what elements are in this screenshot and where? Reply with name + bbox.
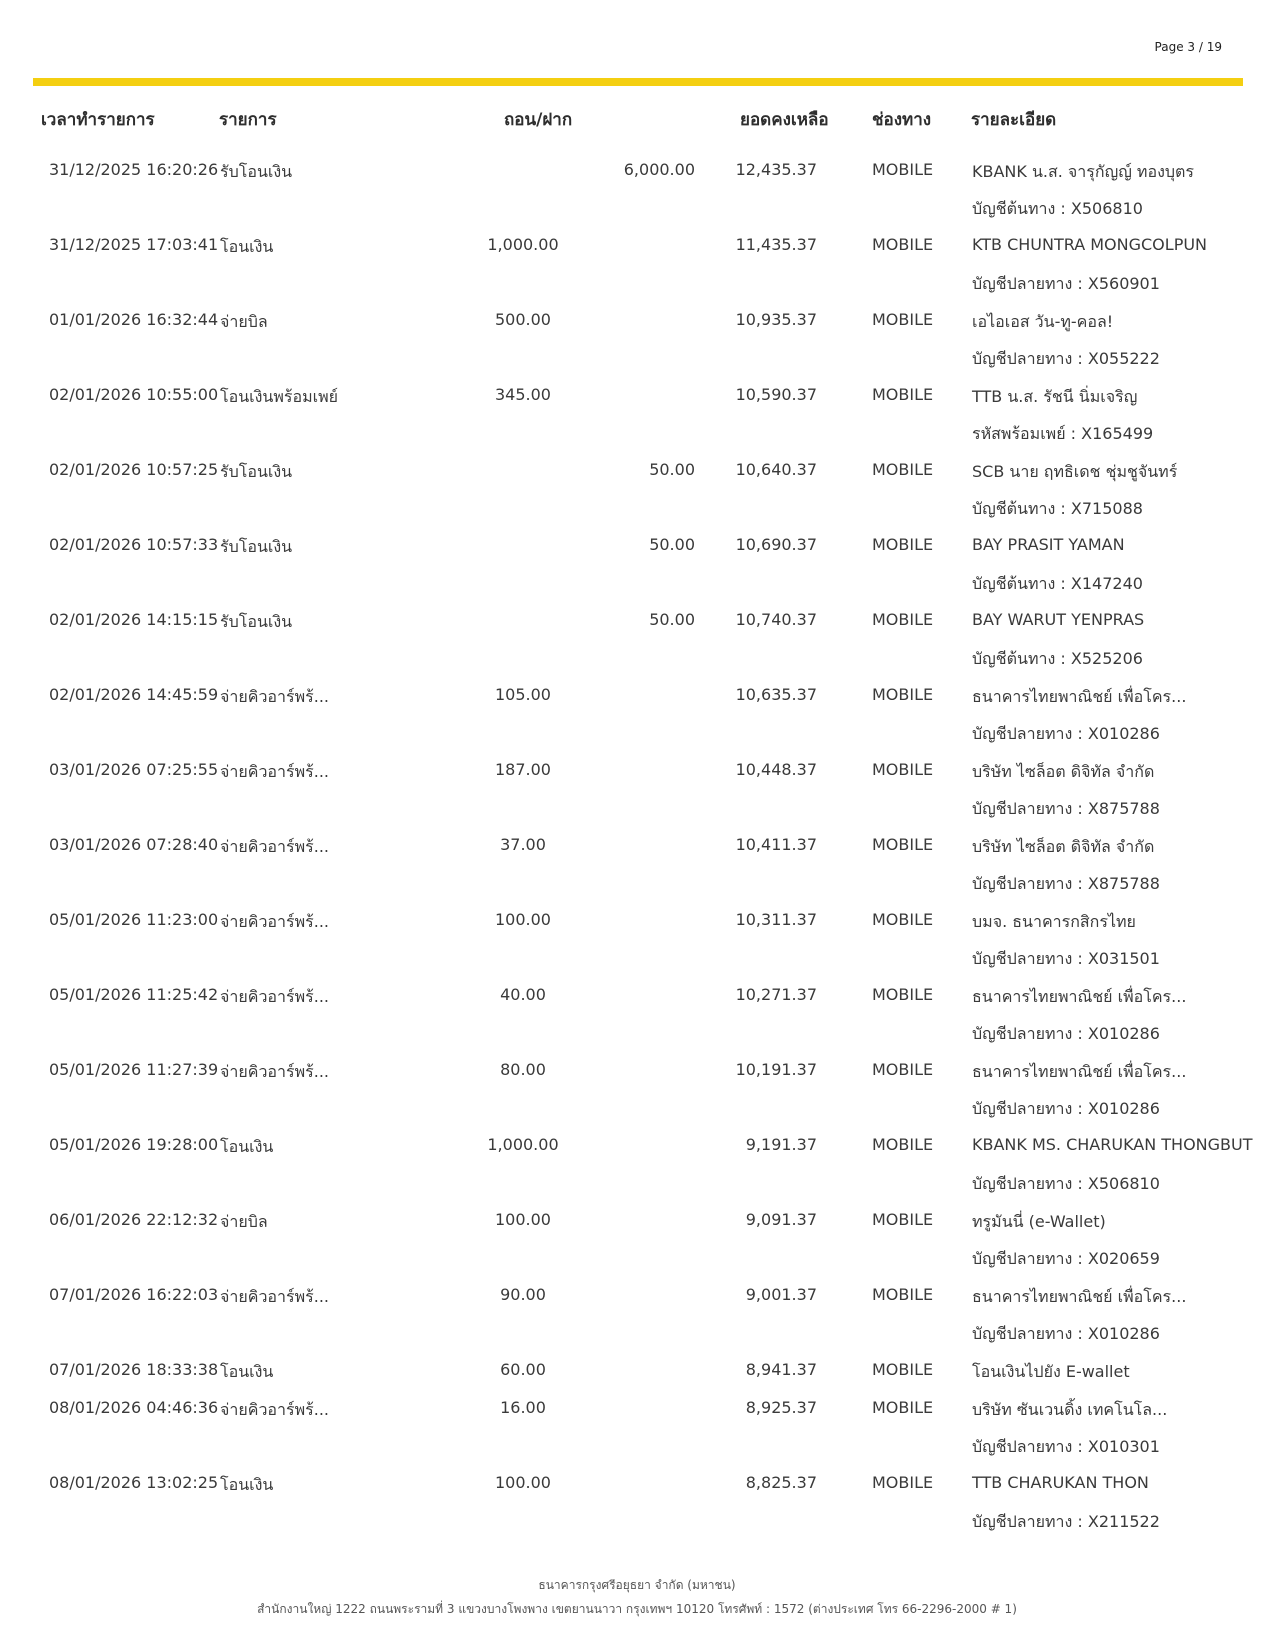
cell-time: 07/01/2026 18:33:38 [49,1360,219,1379]
cell-detail-secondary: บัญชีต้นทาง : X506810 [972,199,1143,218]
cell-channel: MOBILE [872,1285,934,1304]
cell-balance: 10,590.37 [735,385,817,404]
cell-withdraw: 60.00 [500,1360,546,1379]
cell-balance: 9,091.37 [745,1210,817,1229]
cell-withdraw: 37.00 [500,835,546,854]
cell-time: 05/01/2026 11:27:39 [49,1060,219,1079]
cell-balance: 11,435.37 [735,235,817,254]
cell-detail-secondary: บัญชีปลายทาง : X875788 [972,799,1160,818]
cell-deposit: 6,000.00 [623,160,695,179]
cell-balance: 10,311.37 [735,910,817,929]
cell-withdraw: 80.00 [500,1060,546,1079]
cell-detail-primary: ธนาคารไทยพาณิชย์ เพื่อโคร... [972,1062,1187,1081]
table-row [0,1348,1274,1386]
cell-balance: 12,435.37 [735,160,817,179]
cell-type: โอนเงิน [220,1474,274,1494]
cell-balance: 10,640.37 [735,460,817,479]
cell-withdraw: 187.00 [495,760,551,779]
cell-time: 02/01/2026 10:55:00 [49,385,219,404]
cell-detail-primary: ธนาคารไทยพาณิชย์ เพื่อโคร... [972,1287,1187,1306]
cell-detail-secondary: บัญชีปลายทาง : X031501 [972,949,1160,968]
cell-type: รับโอนเงิน [220,537,293,556]
cell-type: จ่ายคิวอาร์พร้... [220,912,330,931]
table-row [0,373,1274,448]
cell-type: จ่ายบิล [220,1212,268,1231]
cell-time: 08/01/2026 04:46:36 [49,1397,219,1417]
cell-detail-primary: ธนาคารไทยพาณิชย์ เพื่อโคร... [972,987,1187,1006]
table-row [0,748,1274,823]
header-amount: ถอน/ฝาก [504,110,573,130]
cell-balance: 8,825.37 [745,1472,817,1492]
cell-time: 02/01/2026 14:15:15 [49,610,219,629]
table-row [0,823,1274,898]
cell-balance: 10,635.37 [735,685,817,704]
cell-balance: 10,740.37 [735,610,817,629]
cell-detail-secondary: บัญชีปลายทาง : X506810 [972,1174,1160,1193]
cell-channel: MOBILE [872,910,934,929]
table-row [0,673,1274,748]
cell-channel: MOBILE [872,535,934,554]
cell-detail-primary: KBANK MS. CHARUKAN THONGBUT [972,1135,1253,1154]
cell-time: 02/01/2026 10:57:33 [49,535,219,554]
page-number: Page 3 / 19 [1154,40,1222,54]
cell-withdraw: 90.00 [500,1285,546,1304]
cell-detail-secondary: บัญชีต้นทาง : X147240 [972,574,1143,593]
cell-channel: MOBILE [872,835,934,854]
cell-channel: MOBILE [872,1360,934,1379]
cell-deposit: 50.00 [649,610,695,629]
cell-detail-primary: BAY WARUT YENPRAS [972,610,1145,629]
cell-type: จ่ายคิวอาร์พร้... [220,837,330,856]
cell-deposit: 50.00 [649,460,695,479]
cell-type: จ่ายคิวอาร์พร้... [220,1399,330,1419]
cell-detail-primary: TTB น.ส. รัชนี นิ่มเจริญ [972,387,1138,406]
cell-channel: MOBILE [872,760,934,779]
cell-detail-primary: BAY PRASIT YAMAN [972,535,1125,554]
cell-type: โอนเงิน [220,1137,274,1156]
cell-detail-secondary: บัญชีปลายทาง : X010286 [972,1024,1160,1043]
cell-detail-primary: บริษัท ไซล็อต ดิจิทัล จำกัด [972,837,1155,856]
cell-detail-primary: TTB CHARUKAN THON [972,1472,1149,1492]
table-row [0,298,1274,373]
cell-detail-primary: ทรูมันนี่ (e-Wallet) [972,1212,1106,1231]
cell-detail-primary: บริษัท ซันเวนดิ้ง เทคโนโล... [972,1399,1168,1419]
cell-detail-secondary: บัญชีปลายทาง : X010286 [972,724,1160,743]
cell-channel: MOBILE [872,1472,934,1492]
cell-channel: MOBILE [872,160,934,179]
cell-detail-primary: ธนาคารไทยพาณิชย์ เพื่อโคร... [972,687,1187,706]
cell-type: โอนเงินพร้อมเพย์ [220,387,339,406]
cell-withdraw: 1,000.00 [487,235,559,254]
cell-time: 03/01/2026 07:28:40 [49,835,219,854]
cell-channel: MOBILE [872,610,934,629]
table-row [0,1461,1274,1536]
footer-bank-name: ธนาคารกรุงศรีอยุธยา จำกัด (มหาชน) [538,1578,736,1592]
cell-time: 31/12/2025 17:03:41 [49,235,219,254]
header-type: รายการ [219,110,277,130]
cell-channel: MOBILE [872,1060,934,1079]
cell-detail-secondary: บัญชีต้นทาง : X715088 [972,499,1143,518]
cell-detail-secondary: บัญชีปลายทาง : X010286 [972,1099,1160,1118]
cell-channel: MOBILE [872,235,934,254]
cell-withdraw: 100.00 [495,1472,551,1492]
table-row [0,448,1274,523]
cell-time: 31/12/2025 16:20:26 [49,160,219,179]
cell-balance: 9,001.37 [745,1285,817,1304]
cell-type: โอนเงิน [220,1362,274,1381]
cell-balance: 8,925.37 [745,1397,817,1417]
cell-time: 01/01/2026 16:32:44 [49,310,219,329]
cell-type: จ่ายคิวอาร์พร้... [220,762,330,781]
table-row [0,973,1274,1048]
cell-balance: 10,448.37 [735,760,817,779]
cell-time: 05/01/2026 11:25:42 [49,985,219,1004]
table-row [0,1048,1274,1123]
cell-detail-primary: เอไอเอส วัน-ทู-คอล! [972,312,1114,331]
cell-balance: 10,935.37 [735,310,817,329]
cell-detail-secondary: บัญชีปลายทาง : X010286 [972,1324,1160,1343]
cell-type: จ่ายบิล [220,312,268,331]
cell-time: 07/01/2026 16:22:03 [49,1285,219,1304]
cell-time: 05/01/2026 19:28:00 [49,1135,219,1154]
header-balance: ยอดคงเหลือ [740,110,829,130]
cell-withdraw: 1,000.00 [487,1135,559,1154]
cell-detail-secondary: บัญชีต้นทาง : X525206 [972,649,1143,668]
cell-detail-primary: KTB CHUNTRA MONGCOLPUN [972,235,1208,254]
cell-time: 08/01/2026 13:02:25 [49,1472,219,1492]
table-row [0,223,1274,298]
table-row [0,1198,1274,1273]
cell-channel: MOBILE [872,685,934,704]
cell-detail-secondary: รหัสพร้อมเพย์ : X165499 [972,424,1154,443]
cell-withdraw: 16.00 [500,1397,546,1417]
cell-time: 02/01/2026 10:57:25 [49,460,219,479]
cell-balance: 10,191.37 [735,1060,817,1079]
cell-withdraw: 40.00 [500,985,546,1004]
cell-withdraw: 345.00 [495,385,551,404]
table-row [0,898,1274,973]
cell-type: จ่ายคิวอาร์พร้... [220,1287,330,1306]
cell-withdraw: 100.00 [495,910,551,929]
table-row [0,1386,1274,1461]
cell-channel: MOBILE [872,1397,934,1417]
cell-type: โอนเงิน [220,237,274,256]
table-row [0,148,1274,223]
cell-detail-secondary: บัญชีปลายทาง : X020659 [972,1249,1160,1268]
cell-channel: MOBILE [872,385,934,404]
cell-type: รับโอนเงิน [220,612,293,631]
cell-channel: MOBILE [872,1210,934,1229]
header-time: เวลาทำรายการ [41,110,155,130]
cell-deposit: 50.00 [649,535,695,554]
cell-withdraw: 100.00 [495,1210,551,1229]
cell-withdraw: 500.00 [495,310,551,329]
table-header [0,106,1274,136]
cell-channel: MOBILE [872,310,934,329]
cell-withdraw: 105.00 [495,685,551,704]
cell-balance: 10,690.37 [735,535,817,554]
cell-type: รับโอนเงิน [220,162,293,181]
cell-detail-primary: บริษัท ไซล็อต ดิจิทัล จำกัด [972,762,1155,781]
table-row [0,598,1274,673]
cell-detail-secondary: บัญชีปลายทาง : X010301 [972,1436,1160,1456]
cell-detail-secondary: บัญชีปลายทาง : X875788 [972,874,1160,893]
cell-detail-secondary: บัญชีปลายทาง : X560901 [972,274,1160,293]
cell-channel: MOBILE [872,985,934,1004]
cell-detail-primary: SCB นาย ฤทธิเดช ชุ่มชูจันทร์ [972,462,1178,481]
table-row [0,1123,1274,1198]
cell-type: รับโอนเงิน [220,462,293,481]
cell-channel: MOBILE [872,460,934,479]
cell-detail-secondary: บัญชีปลายทาง : X211522 [972,1511,1160,1531]
cell-time: 06/01/2026 22:12:32 [49,1210,219,1229]
cell-balance: 9,191.37 [745,1135,817,1154]
cell-balance: 10,271.37 [735,985,817,1004]
cell-time: 03/01/2026 07:25:55 [49,760,219,779]
cell-detail-primary: KBANK น.ส. จารุกัญญ์ ทองบุตร [972,162,1195,181]
cell-type: จ่ายคิวอาร์พร้... [220,1062,330,1081]
transaction-list [0,148,1274,1536]
cell-detail-secondary: บัญชีปลายทาง : X055222 [972,349,1160,368]
cell-time: 05/01/2026 11:23:00 [49,910,219,929]
table-row [0,523,1274,598]
cell-type: จ่ายคิวอาร์พร้... [220,987,330,1006]
cell-detail-primary: โอนเงินไปยัง E-wallet [972,1362,1130,1381]
cell-time: 02/01/2026 14:45:59 [49,685,219,704]
cell-detail-primary: บมจ. ธนาคารกสิกรไทย [972,912,1136,931]
cell-channel: MOBILE [872,1135,934,1154]
table-row [0,1273,1274,1348]
cell-type: จ่ายคิวอาร์พร้... [220,687,330,706]
header-channel: ช่องทาง [872,110,932,130]
accent-bar [33,78,1243,86]
footer-address: สำนักงานใหญ่ 1222 ถนนพระรามที่ 3 แขวงบางโพงพาง เขตยานนาวา กรุงเทพฯ 10120 โทรศัพท์ : 1572 (ต่างประเทศ โทร 66-2296-2000 # 1) [257,1602,1017,1616]
header-detail: รายละเอียด [971,110,1057,130]
cell-balance: 8,941.37 [745,1360,817,1379]
cell-balance: 10,411.37 [735,835,817,854]
